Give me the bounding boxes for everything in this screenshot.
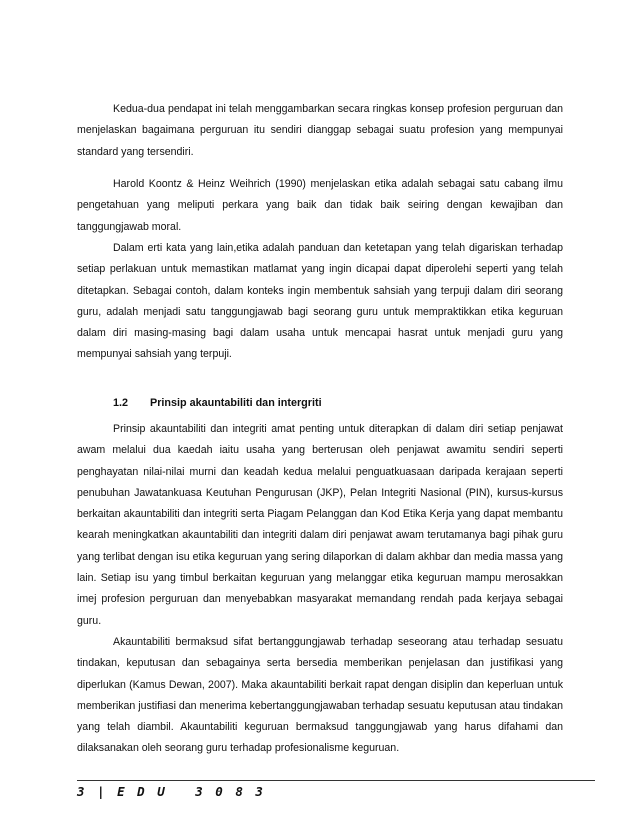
paragraph-erti-etika: Dalam erti kata yang lain,etika adalah panduan dan ketetapan yang telah digariskan terhadap setiap perlakuan untuk memastikan matlamat yang ingin dicapai dapat diperolehi seperti yang telah ditetapkan. Sebagai contoh, dalam konteks ingin membentuk sahsiah yang terpuji dalam diri seorang guru, adalah menjadi satu tanggungjawab bagi seorang guru untuk mempraktikkan etika keguruan dalam diri masing-masing bagi dalam usaha untuk mencapai hasrat untuk menjadi guru yang mempunyai sahsiah yang terpuji. (77, 242, 563, 361)
page-number: 3 | E D U (77, 784, 168, 799)
footer-divider (77, 780, 595, 781)
section-number: 1.2 (113, 397, 129, 409)
paragraph-koontz-weihrich: Harold Koontz & Heinz Weihrich (1990) menjelaskan etika adalah sebagai satu cabang ilmu pengetahuan yang meliputi perkara yang baik dan tidak baik seiring dengan kewajiban dan tanggungjawab moral. (77, 178, 563, 233)
paragraph-definisi-akauntabiliti: Akauntabiliti bermaksud sifat bertanggungjawab terhadap seseorang atau terhadap sesuatu tindakan, keputusan dan sebagainya serta bersedia memberikan penjelasan dan justifikasi yang diperlukan (Kamus Dewan, 2007). Maka akauntabiliti berkait rapat dengan disiplin dan keperluan untuk memberikan justifiasi dan menerima kebertanggungjawaban terhadap sesuatu keputusan atau tindakan yang telah diambil. Akauntabiliti keguruan bermaksud tanggungjawab yang harus difahami dan dilaksanakan oleh seorang guru terhadap profesionalisme keguruan. (77, 636, 563, 755)
page-footer (77, 784, 265, 799)
section-title: Prinsip akauntabiliti dan intergriti (150, 397, 322, 409)
course-code: 3 0 8 3 (195, 784, 266, 799)
section-heading (113, 394, 322, 412)
paragraph-profesion-perguruan: Kedua-dua pendapat ini telah menggambarkan secara ringkas konsep profesion perguruan dan menjelaskan bagaimana perguruan itu sendiri dianggap sebagai suatu profesion yang mempunyai standard yang tersendiri. (77, 103, 563, 158)
paragraph-prinsip-akauntabiliti: Prinsip akauntabiliti dan integriti amat penting untuk diterapkan di dalam diri setiap penjawat awam melalui dua kaedah iaitu usaha yang berterusan oleh penjawat awamitu sendiri seperti penghayatan nilai-nilai murni dan keadah kedua melalui penguatkuasaan daripada kerajaan seperti penubuhan Jawatankuasa Keutuhan Pengurusan (JKP), Pelan Integriti Nasional (PIN), kursus-kursus berkaitan akauntabiliti dan integriti serta Piagam Pelanggan dan Kod Etika Kerja yang dapat membantu kearah meningkatkan akauntabiliti dan integriti dalam diri penjawat awam terutamanya bagi pihak guru yang terlibat dengan isu etika keguruan yang sering dilaporkan di dalam akhbar dan media massa yang lain. Setiap isu yang timbul berkaitan keguruan yang melanggar etika keguruan mampu merosakkan imej profesion perguruan dan menyebabkan masyarakat memandang rendah pada kerjaya sebagai guru. (77, 423, 563, 627)
